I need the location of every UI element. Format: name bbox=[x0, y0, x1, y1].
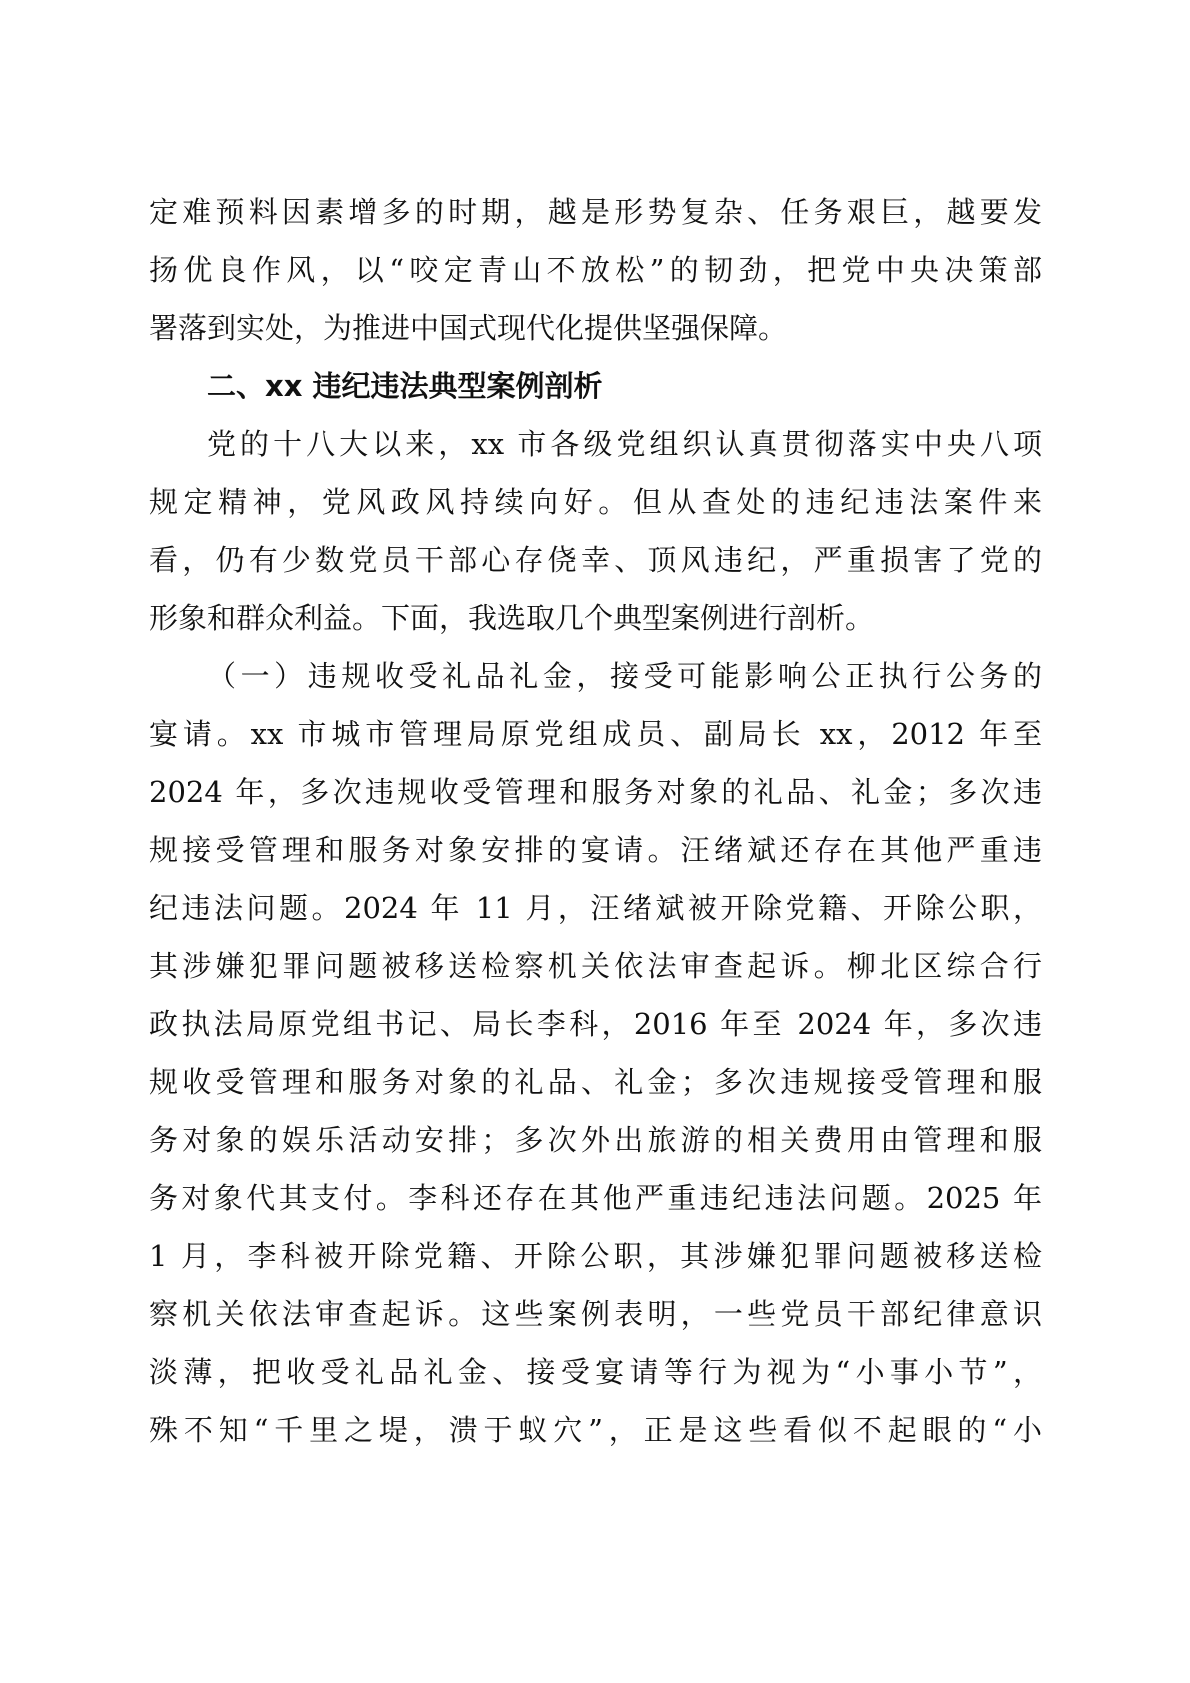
text-line: 纪违法问题。2024 年 11 月，汪绪斌被开除党籍、开除公职， bbox=[149, 891, 1042, 925]
text-line: 扬优良作风，以“咬定青山不放松”的韧劲，把党中央决策部 bbox=[149, 253, 1042, 287]
text-line: 政执法局原党组书记、局长李科，2016 年至 2024 年，多次违 bbox=[149, 1007, 1042, 1041]
text-line: 其涉嫌犯罪问题被移送检察机关依法审查起诉。柳北区综合行 bbox=[149, 949, 1042, 983]
document-body bbox=[149, 183, 1042, 1459]
text-line: 淡薄，把收受礼品礼金、接受宴请等行为视为“小事小节”， bbox=[149, 1355, 1042, 1389]
text-line: 1 月，李科被开除党籍、开除公职，其涉嫌犯罪问题被移送检 bbox=[149, 1239, 1042, 1273]
text-line: 宴请。xx 市城市管理局原党组成员、副局长 xx，2012 年至 bbox=[149, 717, 1042, 751]
text-line: 殊不知“千里之堤，溃于蚁穴”，正是这些看似不起眼的“小 bbox=[149, 1413, 1042, 1447]
text-line: 务对象的娱乐活动安排；多次外出旅游的相关费用由管理和服 bbox=[149, 1123, 1042, 1157]
paragraph-case-one bbox=[149, 647, 1042, 1459]
section-heading: 二、xx 违纪违法典型案例剖析 bbox=[207, 369, 603, 403]
paragraph-continued bbox=[149, 183, 1042, 357]
text-line: 署落到实处，为推进中国式现代化提供坚强保障。 bbox=[149, 311, 788, 345]
text-line: 2024 年，多次违规收受管理和服务对象的礼品、礼金；多次违 bbox=[149, 775, 1042, 809]
paragraph-intro bbox=[149, 415, 1042, 647]
text-line: 规接受管理和服务对象安排的宴请。汪绪斌还存在其他严重违 bbox=[149, 833, 1042, 867]
text-line: 察机关依法审查起诉。这些案例表明，一些党员干部纪律意识 bbox=[149, 1297, 1042, 1331]
text-line: 看，仍有少数党员干部心存侥幸、顶风违纪，严重损害了党的 bbox=[149, 543, 1042, 577]
text-line: 党的十八大以来，xx 市各级党组织认真贯彻落实中央八项 bbox=[207, 427, 1042, 461]
text-line: 规收受管理和服务对象的礼品、礼金；多次违规接受管理和服 bbox=[149, 1065, 1042, 1099]
text-line: 规定精神，党风政风持续向好。但从查处的违纪违法案件来 bbox=[149, 485, 1042, 519]
text-line: 形象和群众利益。下面，我选取几个典型案例进行剖析。 bbox=[149, 601, 875, 635]
text-line: （一）违规收受礼品礼金，接受可能影响公正执行公务的 bbox=[207, 659, 1042, 693]
text-line: 务对象代其支付。李科还存在其他严重违纪违法问题。2025 年 bbox=[149, 1181, 1042, 1215]
text-line: 定难预料因素增多的时期，越是形势复杂、任务艰巨，越要发 bbox=[149, 195, 1042, 229]
